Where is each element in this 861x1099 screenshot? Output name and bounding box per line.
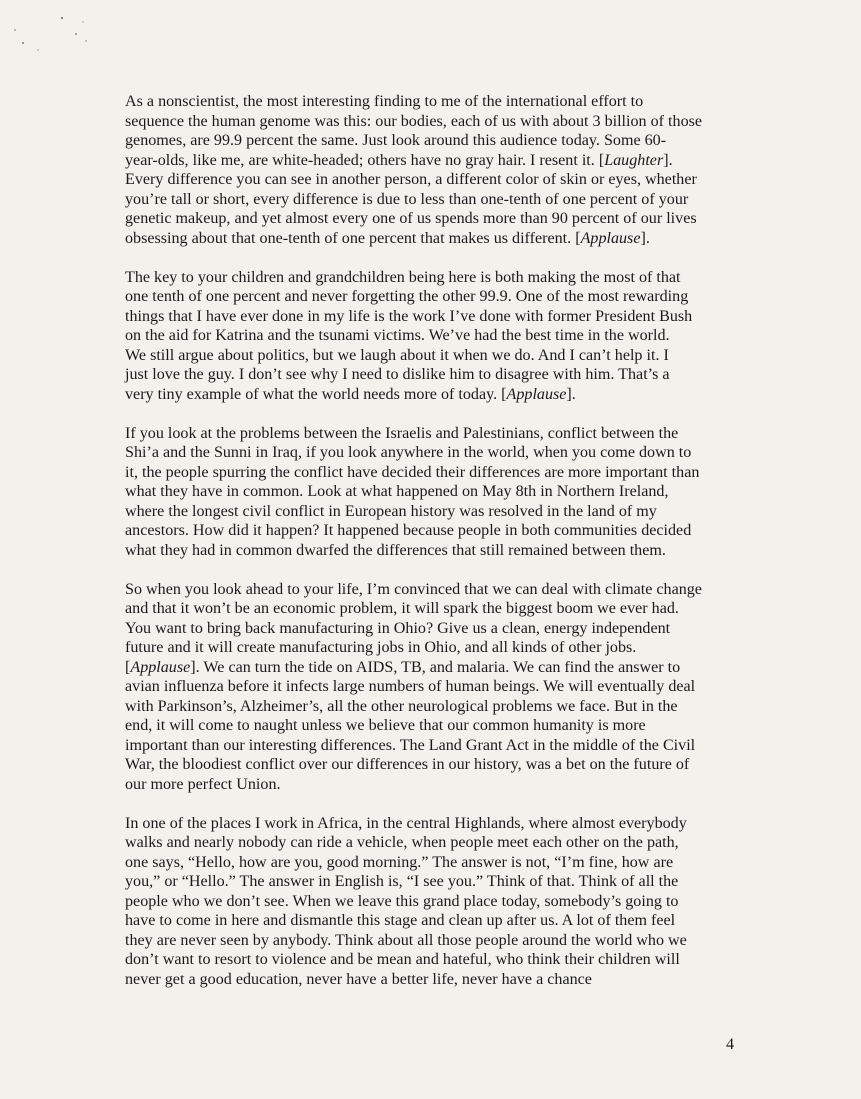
text-line: never get a good education, never have a better life, never have a chance <box>125 970 592 988</box>
text-line: [Applause]. We can turn the tide on AIDS, TB, and malaria. We can find the answer to <box>125 658 681 676</box>
text-line: don’t want to resort to violence and be mean and hateful, who think their children will <box>125 951 680 968</box>
text-line: War, the bloodiest conflict over our differences in our history, was a bet on the future of <box>125 756 690 773</box>
text-line: You want to bring back manufacturing in Ohio? Give us a clean, energy independent <box>125 619 671 637</box>
text-line: If you look at the problems between the Israelis and Palestinians, conflict between the <box>125 424 679 442</box>
text-line: obsessing about that one-tenth of one percent that makes us different. [Applause]. <box>125 229 650 247</box>
paragraph-2 <box>125 268 745 405</box>
text-line: what they had in common dwarfed the differences that still remained between them. <box>125 541 666 559</box>
text-line: genetic makeup, and yet almost every one of us spends more than 90 percent of our lives <box>125 210 697 227</box>
paragraph-1 <box>125 92 745 248</box>
text-line: ancestors. How did it happen? It happened because people in both communities decided <box>125 522 692 539</box>
text-line: one says, “Hello, how are you, good morning.” The answer is not, “I’m fine, how are <box>125 853 674 871</box>
text-line: on the aid for Katrina and the tsunami victims. We’ve had the best time in the world. <box>125 327 670 344</box>
text-line: important than our interesting differences. The Land Grant Act in the middle of the Civil <box>125 736 696 754</box>
text-line: future and it will create manufacturing jobs in Ohio, and all kinds of other jobs. <box>125 639 637 656</box>
text-line: avian influenza before it infects large numbers of human beings. We will eventually deal <box>125 678 696 695</box>
text-line: In one of the places I work in Africa, in the central Highlands, where almost everybody <box>125 814 687 832</box>
text-line: The key to your children and grandchildren being here is both making the most of that <box>125 268 681 286</box>
text-line: people who we don’t see. When we leave this grand place today, somebody’s going to <box>125 892 679 910</box>
text-line: you,” or “Hello.” The answer in English is, “I see you.” Think of that. Think of all the <box>125 873 679 890</box>
text-line: where the longest civil conflict in European history was resolved in the land of my <box>125 502 657 520</box>
text-line: Shi’a and the Sunni in Iraq, if you look anywhere in the world, when you come down to <box>125 444 692 461</box>
text-line: one tenth of one percent and never forgetting the other 99.9. One of the most rewarding <box>125 288 689 305</box>
text-line: our more perfect Union. <box>125 775 281 793</box>
text-line: just love the guy. I don’t see why I need to dislike him to disagree with him. That’s a <box>125 366 670 383</box>
text-line: So when you look ahead to your life, I’m convinced that we can deal with climate change <box>125 580 702 598</box>
text-line: have to come in here and dismantle this stage and clean up after us. A lot of them feel <box>125 912 676 929</box>
page-number: 4 <box>726 1036 735 1053</box>
scan-specks <box>10 10 100 60</box>
text-line: Every difference you can see in another person, a different color of skin or eyes, whether <box>125 171 697 188</box>
text-line: things that I have ever done in my life is the work I’ve done with former President Bush <box>125 307 693 325</box>
text-line: they are never seen by anybody. Think about all those people around the world who we <box>125 931 687 949</box>
text-line: walks and nearly nobody can ride a vehicle, when people meet each other on the path, <box>125 834 679 851</box>
body-text <box>125 92 745 1009</box>
text-line: very tiny example of what the world needs more of today. [Applause]. <box>125 385 576 403</box>
text-line: it, the people spurring the conflict have decided their differences are more important than <box>125 463 700 481</box>
paragraph-4 <box>125 580 745 795</box>
text-line: end, it will come to naught unless we believe that our common humanity is more <box>125 717 646 734</box>
text-line: and that it won’t be an economic problem, it will spark the biggest boom we ever had. <box>125 600 679 617</box>
text-line: sequence the human genome was this: our bodies, each of us with about 3 billion of those <box>125 112 703 130</box>
text-line: with Parkinson’s, Alzheimer’s, all the other neurological problems we face. But in the <box>125 697 678 715</box>
text-line: genomes, are 99.9 percent the same. Just look around this audience today. Some 60- <box>125 132 667 149</box>
paragraph-3 <box>125 424 745 561</box>
paragraph-5 <box>125 814 745 990</box>
text-line: We still argue about politics, but we laugh about it when we do. And I can’t help it. I <box>125 346 669 364</box>
text-line: As a nonscientist, the most interesting finding to me of the international effort to <box>125 93 644 110</box>
text-line: what they have in common. Look at what happened on May 8th in Northern Ireland, <box>125 483 669 500</box>
text-line: you’re tall or short, every difference is due to less than one-tenth of one percent of your <box>125 190 689 208</box>
text-line: year-olds, like me, are white-headed; others have no gray hair. I resent it. [Laughter]. <box>125 151 673 169</box>
